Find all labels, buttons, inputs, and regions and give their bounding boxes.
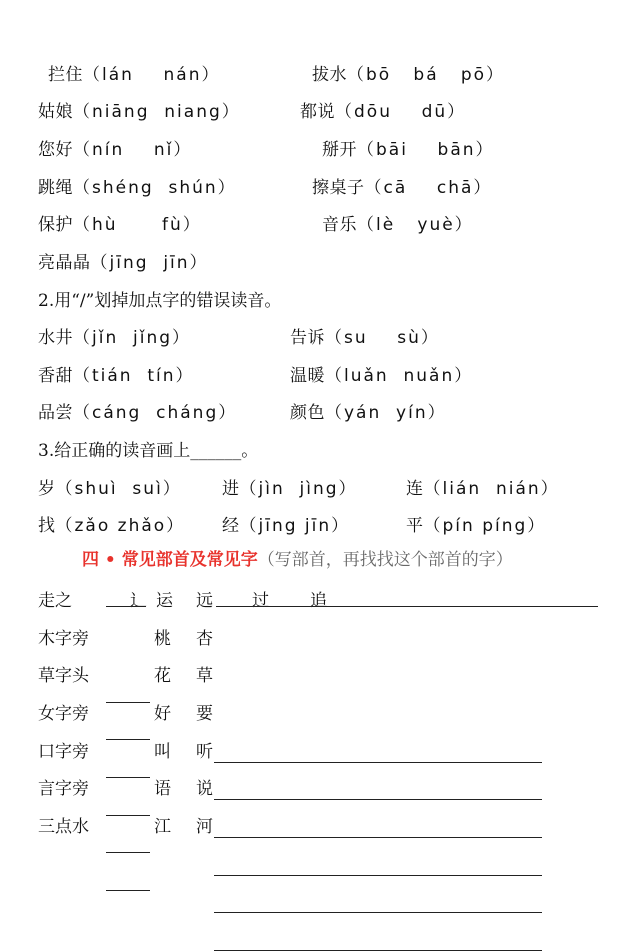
radical-blank[interactable]	[106, 834, 150, 853]
word: 颜色	[290, 403, 325, 423]
pinyin-options: （lián nián）	[423, 479, 560, 499]
pinyin-options: （jīng jīn）	[239, 516, 351, 536]
radical-answer: 辶	[130, 591, 147, 611]
q2-item	[38, 323, 191, 348]
answer-line[interactable]	[214, 857, 542, 876]
q2-title: 2.用“/”划掉加点字的错误读音。	[38, 291, 282, 311]
item-liangjingjing	[38, 248, 209, 273]
radical-label: 木字旁	[38, 629, 89, 649]
example-char: 听	[196, 742, 213, 762]
q2-item	[290, 398, 447, 423]
pinyin-options: （lè yuè）	[357, 215, 474, 235]
radical-label: 走之	[38, 591, 72, 611]
example-char: 运	[156, 591, 173, 611]
radical-label: 言字旁	[38, 779, 89, 799]
word: 温暖	[290, 366, 325, 386]
pinyin-options: （lán nán）	[83, 65, 221, 85]
pinyin-options: （pín píng）	[423, 516, 547, 536]
radical-row	[38, 699, 558, 723]
item-baikai	[322, 135, 495, 160]
radical-row-zouzhi	[38, 586, 608, 610]
item-yinyue	[322, 210, 474, 235]
pinyin-options: （jǐn jǐng）	[73, 328, 192, 348]
item-lanzhu	[48, 60, 221, 85]
word: 连	[406, 479, 424, 499]
item-ninhao	[38, 135, 192, 160]
item-baohu	[38, 210, 202, 235]
example-char: 好	[154, 704, 171, 724]
word: 平	[406, 516, 424, 536]
radical-blank[interactable]	[106, 872, 150, 891]
radical-underline	[106, 606, 146, 607]
pinyin-options: （bō bá pō）	[347, 65, 506, 85]
example-char: 语	[154, 779, 171, 799]
q3-item	[222, 511, 350, 536]
pinyin-options: （tián tín）	[73, 366, 195, 386]
section4-note: （写部首，再找找这个部首的字）	[257, 550, 513, 570]
example-char: 江	[154, 817, 171, 837]
item-tiaosheng	[38, 173, 237, 198]
section4-heading: 四 • 常见部首及常见字	[82, 550, 258, 570]
q2-item	[38, 361, 195, 386]
radical-row	[38, 812, 558, 836]
radical-label: 口字旁	[38, 742, 89, 762]
pinyin-options: （jīng jīn）	[90, 253, 209, 273]
q3-item	[38, 511, 185, 536]
q3-item	[38, 474, 182, 499]
pinyin-options: （zǎo zhǎo）	[55, 516, 186, 536]
pinyin-options: （cáng cháng）	[73, 403, 238, 423]
q2-item	[290, 361, 473, 386]
pinyin-options: （jìn jìng）	[239, 479, 358, 499]
word: 音乐	[322, 215, 357, 235]
answer-line[interactable]	[214, 932, 542, 951]
q2-item	[38, 398, 237, 423]
radical-row	[38, 661, 558, 685]
q3-item	[222, 474, 358, 499]
answer-line[interactable]	[214, 894, 542, 913]
word: 都说	[300, 102, 335, 122]
radical-label: 女字旁	[38, 704, 89, 724]
example-char: 说	[196, 779, 213, 799]
word: 水井	[38, 328, 73, 348]
section4-title	[82, 545, 513, 570]
word: 进	[222, 479, 240, 499]
word: 您好	[38, 140, 73, 160]
word: 姑娘	[38, 102, 73, 122]
pinyin-options: （shéng shún）	[73, 178, 237, 198]
pinyin-options: （niāng niang）	[73, 102, 241, 122]
item-guniang	[38, 97, 241, 122]
radical-row	[38, 737, 558, 761]
q3-item	[406, 474, 560, 499]
word: 品尝	[38, 403, 73, 423]
example-char: 草	[196, 666, 213, 686]
example-char: 追	[310, 591, 327, 611]
word: 岁	[38, 479, 56, 499]
pinyin-options: （yán yín）	[325, 403, 447, 423]
radical-row	[38, 624, 558, 648]
item-doushuo	[300, 97, 466, 122]
radical-label: 草字头	[38, 666, 89, 686]
word: 保护	[38, 215, 73, 235]
word: 告诉	[290, 328, 325, 348]
word: 拦住	[48, 65, 83, 85]
q3-item	[406, 511, 546, 536]
pinyin-options: （hù fù）	[73, 215, 202, 235]
example-char: 叫	[154, 742, 171, 762]
word: 擦桌子	[312, 178, 365, 198]
word: 跳绳	[38, 178, 73, 198]
pinyin-options: （luǎn nuǎn）	[325, 366, 474, 386]
word: 拔水	[312, 65, 347, 85]
item-bashui	[312, 60, 505, 85]
pinyin-options: （cā chā）	[364, 178, 493, 198]
example-char: 要	[196, 704, 213, 724]
pinyin-options: （su sù）	[325, 328, 440, 348]
example-char: 花	[154, 666, 171, 686]
pinyin-options: （bāi bān）	[357, 140, 495, 160]
example-char: 远	[196, 591, 213, 611]
q3-title: 3.给正确的读音画上______。	[38, 441, 259, 461]
item-cazhuozi	[312, 173, 492, 198]
word: 经	[222, 516, 240, 536]
radical-label: 三点水	[38, 817, 89, 837]
word: 亮晶晶	[38, 253, 91, 273]
word: 掰开	[322, 140, 357, 160]
example-char: 桃	[154, 629, 171, 649]
word: 香甜	[38, 366, 73, 386]
example-char: 过	[252, 591, 269, 611]
pinyin-options: （nín nǐ）	[73, 140, 193, 160]
pinyin-options: （shuì suì）	[55, 479, 182, 499]
pinyin-options: （dōu dū）	[335, 102, 467, 122]
q2-item	[290, 323, 440, 348]
example-char: 杏	[196, 629, 213, 649]
word: 找	[38, 516, 56, 536]
example-char: 河	[196, 817, 213, 837]
answer-line[interactable]	[216, 606, 598, 607]
radical-row	[38, 774, 558, 798]
